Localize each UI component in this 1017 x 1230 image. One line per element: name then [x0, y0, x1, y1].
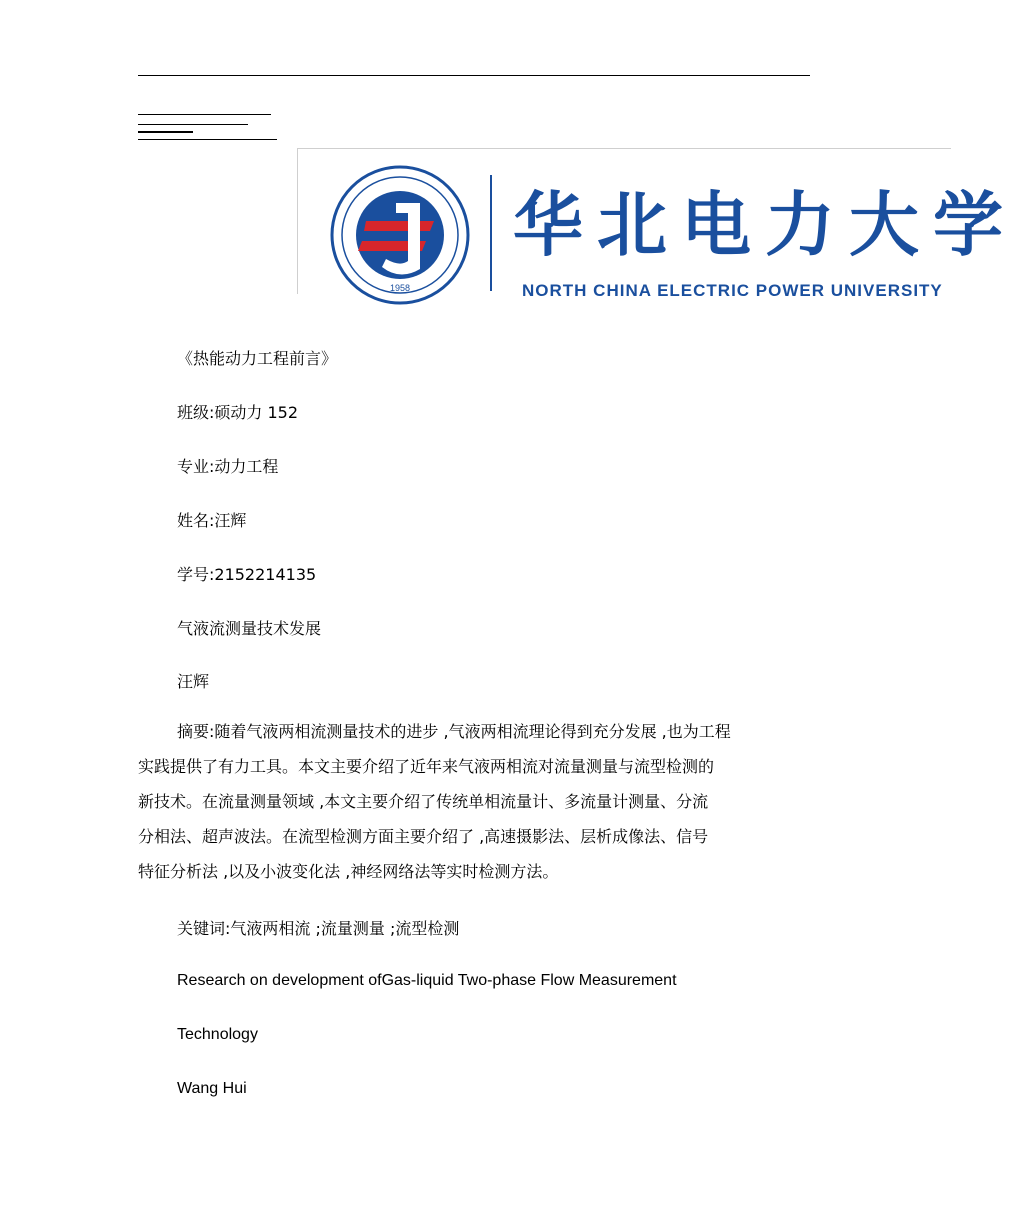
abstract-line: 实践提供了有力工具。本文主要介绍了近年来气液两相流对流量测量与流型检测的: [138, 757, 715, 776]
title-en-line-1: Research on development ofGas-liquid Two-phase Flow Measurement: [177, 972, 677, 989]
title-en-line-2: Technology: [177, 1026, 258, 1043]
keywords-line: 关键词:气液两相流 ;流量测量 ;流型检测: [177, 919, 460, 938]
author-en: Wang Hui: [177, 1080, 247, 1097]
emblem-year: 1958: [389, 283, 411, 293]
course-title: 《热能动力工程前言》: [177, 349, 338, 368]
abstract: [138, 714, 818, 889]
header-mark-1: [138, 114, 271, 115]
abstract-line: 新技术。在流量测量领域 ,本文主要介绍了传统单相流量计、多流量计测量、分流: [138, 792, 709, 811]
header-mark-3: [138, 131, 193, 133]
name-line: 姓名:汪辉: [177, 511, 247, 530]
university-name-cn: 华北电力大学: [513, 183, 1017, 266]
abstract-line: 分相法、超声波法。在流型检测方面主要介绍了 ,高速摄影法、层析成像法、信号: [138, 827, 709, 846]
student-id-line: 学号:2152214135: [177, 565, 317, 584]
class-line: 班级:硕动力 152: [177, 403, 299, 422]
header-mark-2: [138, 124, 248, 125]
university-logo: [297, 148, 1017, 300]
author-cn: 汪辉: [177, 672, 210, 691]
abstract-line: 摘要:随着气液两相流测量技术的进步 ,气液两相流理论得到充分发展 ,也为工程: [177, 722, 731, 741]
header-rule: [138, 75, 810, 76]
abstract-line: 特征分析法 ,以及小波变化法 ,神经网络法等实时检测方法。: [138, 862, 559, 881]
university-name-en: NORTH CHINA ELECTRIC POWER UNIVERSITY: [522, 281, 943, 300]
university-emblem-icon: [326, 163, 474, 303]
major-line: 专业:动力工程: [177, 457, 279, 476]
header-mark-4: [138, 139, 277, 140]
paper-title-cn: 气液流测量技术发展: [177, 619, 322, 638]
logo-divider: [490, 175, 492, 291]
